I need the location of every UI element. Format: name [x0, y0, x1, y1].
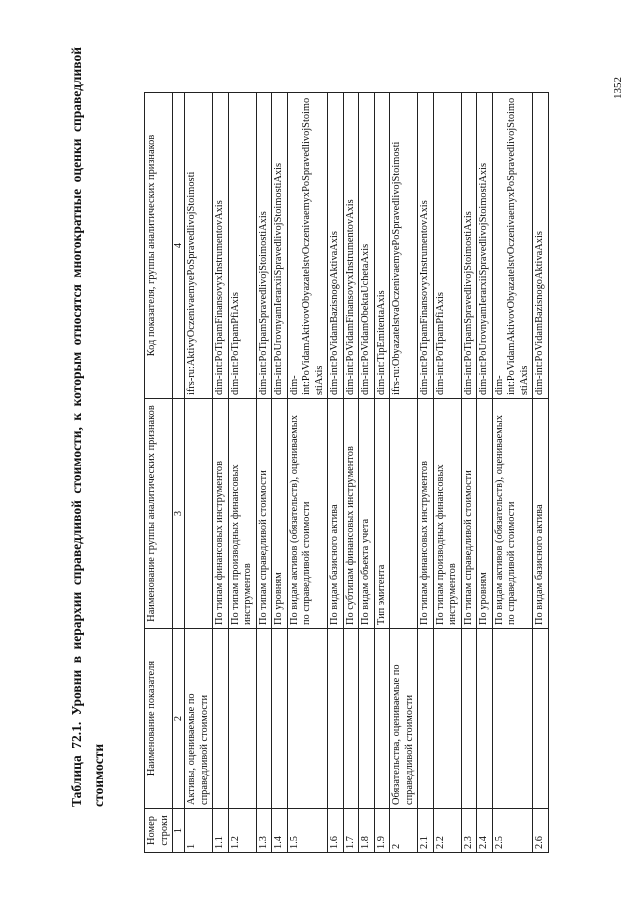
- group-name-cell: По видам объекта учета: [359, 399, 375, 629]
- caption-lead: Таблица 72.1.: [69, 721, 84, 807]
- group-name-cell: По видам активов (обязательств), оцениваемых по справедливой стоимости: [287, 399, 328, 629]
- group-name-cell: По уровням: [272, 399, 288, 629]
- column-number: 2: [173, 629, 185, 809]
- code-cell: dim-int:PoTipamPfiAxis: [228, 93, 256, 399]
- table-body: [185, 93, 549, 853]
- code-cell: dim-int:PoTipamFinansovyxInstrumentovAxis: [418, 93, 434, 399]
- row-number-cell: 2.5: [492, 809, 533, 853]
- code-cell: dim-int:PoTipamSpravedlivojStoimostiAxis: [461, 93, 477, 399]
- column-number: 3: [173, 399, 185, 629]
- group-name-cell: По типам финансовых инструментов: [213, 399, 229, 629]
- group-name-cell: По типам справедливой стоимости: [461, 399, 477, 629]
- caption-text: Уровни в иерархии справедливой стоимости, к которым относятся многократные оценки справедливой стоимости: [69, 46, 106, 807]
- table-row: [492, 93, 533, 853]
- code-cell: ifrs-ru:ObyazatelstvaOczenivaemyePoSpravedlivojStoimosti: [390, 93, 418, 399]
- page-number: 1352: [612, 77, 624, 99]
- table-row: [287, 93, 328, 853]
- indicator-name-cell: [461, 629, 477, 809]
- code-cell: dim-int:PoVidamBazisnogoAktivaAxis: [328, 93, 344, 399]
- table-row: [390, 93, 418, 853]
- indicator-name-cell: [533, 629, 549, 809]
- group-name-cell: По видам базисного актива: [328, 399, 344, 629]
- row-number-cell: 1.1: [213, 809, 229, 853]
- column-number-row: [173, 93, 185, 853]
- indicator-name-cell: Активы, оцениваемые по справедливой стоимости: [185, 629, 213, 809]
- indicator-name-cell: [433, 629, 461, 809]
- group-name-cell: По типам производных финансовых инструментов: [228, 399, 256, 629]
- group-name-cell: По субтипам финансовых инструментов: [343, 399, 359, 629]
- indicator-name-cell: [374, 629, 390, 809]
- table-row: [374, 93, 390, 853]
- table-row: [228, 93, 256, 853]
- table-row: [185, 93, 213, 853]
- table-row: [433, 93, 461, 853]
- code-cell: dim-int:PoUrovnyamIerarxiiSpravedlivojStoimostiAxis: [477, 93, 493, 399]
- fair-value-table: [144, 92, 549, 853]
- row-number-cell: 2.3: [461, 809, 477, 853]
- code-cell: dim-int:PoTipamFinansovyxInstrumentovAxis: [213, 93, 229, 399]
- row-number-cell: 1: [185, 809, 213, 853]
- group-name-cell: По типам производных финансовых инструментов: [433, 399, 461, 629]
- indicator-name-cell: [272, 629, 288, 809]
- table-row: [418, 93, 434, 853]
- code-cell: dim-int:PoTipamSpravedlivojStoimostiAxis: [256, 93, 272, 399]
- group-name-cell: По уровням: [477, 399, 493, 629]
- code-cell: dim-int:PoVidamBazisnogoAktivaAxis: [533, 93, 549, 399]
- table-caption: [66, 47, 110, 807]
- code-cell: dim-int:PoVidamAktivovObyazatelstvOczenivaemyxPoSpravedlivojStoimostiAxis: [287, 93, 328, 399]
- code-cell: dim-int:PoVidamFinansovyxInstrumentovAxis: [343, 93, 359, 399]
- indicator-name-cell: [359, 629, 375, 809]
- group-name-cell: По типам финансовых инструментов: [418, 399, 434, 629]
- row-number-cell: 1.2: [228, 809, 256, 853]
- table-row: [461, 93, 477, 853]
- group-name-cell: Тип эмитента: [374, 399, 390, 629]
- table-row: [359, 93, 375, 853]
- indicator-name-cell: [418, 629, 434, 809]
- row-number-cell: 1.8: [359, 809, 375, 853]
- code-cell: ifrs-ru:AktivyOczenivaemyePoSpravedlivojStoimosti: [185, 93, 213, 399]
- header-row-number: Номер строки: [145, 809, 173, 853]
- table-row: [213, 93, 229, 853]
- indicator-name-cell: [213, 629, 229, 809]
- header-indicator-name: Наименование показателя: [145, 629, 173, 809]
- indicator-name-cell: [328, 629, 344, 809]
- code-cell: dim-int:PoUrovnyamIerarxiiSpravedlivojStoimostiAxis: [272, 93, 288, 399]
- header-group-name: Наименование группы аналитических признаков: [145, 399, 173, 629]
- table-row: [343, 93, 359, 853]
- indicator-name-cell: Обязательства, оцениваемые по справедливой стоимости: [390, 629, 418, 809]
- group-name-cell: [185, 399, 213, 629]
- row-number-cell: 2.4: [477, 809, 493, 853]
- row-number-cell: 1.4: [272, 809, 288, 853]
- row-number-cell: 2.6: [533, 809, 549, 853]
- indicator-name-cell: [343, 629, 359, 809]
- indicator-name-cell: [477, 629, 493, 809]
- column-number: 4: [173, 93, 185, 399]
- table-row: [328, 93, 344, 853]
- row-number-cell: 1.6: [328, 809, 344, 853]
- code-cell: dim-int:PoTipamPfiAxis: [433, 93, 461, 399]
- row-number-cell: 1.3: [256, 809, 272, 853]
- header-code: Код показателя, группы аналитических признаков: [145, 93, 173, 399]
- column-number: 1: [173, 809, 185, 853]
- table-row: [256, 93, 272, 853]
- code-cell: dim-int:TipEmitentaAxis: [374, 93, 390, 399]
- row-number-cell: 1.5: [287, 809, 328, 853]
- row-number-cell: 2.1: [418, 809, 434, 853]
- table-row: [477, 93, 493, 853]
- row-number-cell: 2.2: [433, 809, 461, 853]
- group-name-cell: По типам справедливой стоимости: [256, 399, 272, 629]
- code-cell: dim-int:PoVidamObektaUchetaAxis: [359, 93, 375, 399]
- row-number-cell: 1.9: [374, 809, 390, 853]
- group-name-cell: По видам активов (обязательств), оцениваемых по справедливой стоимости: [492, 399, 533, 629]
- header-row: [145, 93, 173, 853]
- code-cell: dim-int:PoVidamAktivovObyazatelstvOczenivaemyxPoSpravedlivojStoimostiAxis: [492, 93, 533, 399]
- group-name-cell: По видам базисного актива: [533, 399, 549, 629]
- indicator-name-cell: [287, 629, 328, 809]
- group-name-cell: [390, 399, 418, 629]
- indicator-name-cell: [228, 629, 256, 809]
- row-number-cell: 1.7: [343, 809, 359, 853]
- table-row: [533, 93, 549, 853]
- indicator-name-cell: [256, 629, 272, 809]
- indicator-name-cell: [492, 629, 533, 809]
- row-number-cell: 2: [390, 809, 418, 853]
- table-row: [272, 93, 288, 853]
